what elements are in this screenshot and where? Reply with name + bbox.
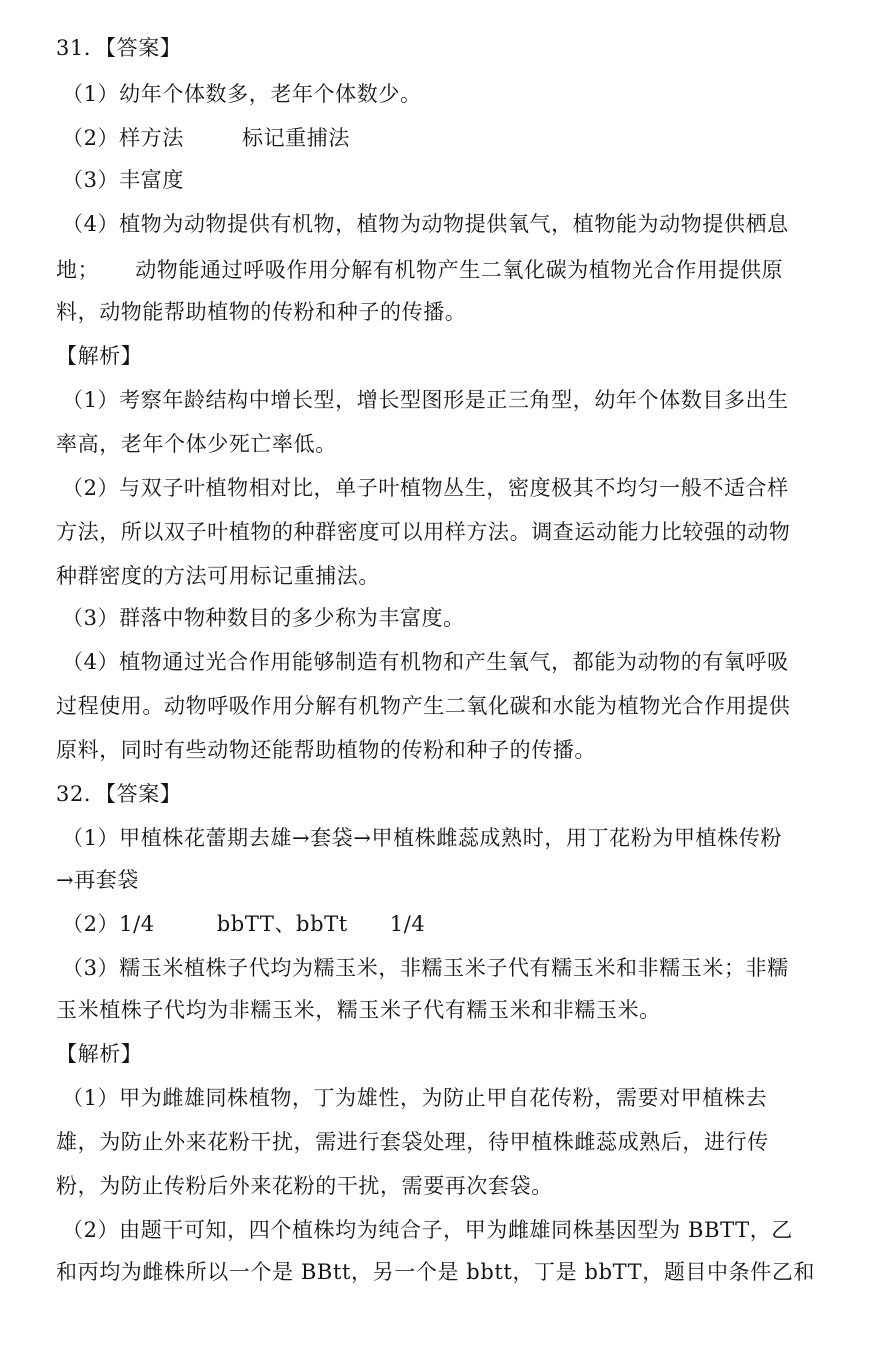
q32-analysis-1-line-3: 粉，为防止传粉后外来花粉的干扰，需要再次套袋。 [56,1174,553,1198]
q31-answer-2-second: 标记重捕法 [241,126,350,150]
q31-analysis-1-line-1: （1）考察年龄结构中增长型，增长型图形是正三角型，幼年个体数目多出生 [62,388,789,412]
q32-answer-3-line-2: 玉米植株子代均为非糯玉米，糯玉米子代有糯玉米和非糯玉米。 [56,998,661,1022]
q31-answer-4-line-2 [56,256,783,284]
q31-answer-3: （3）丰富度 [62,168,184,192]
q32-answer-2 [62,910,425,938]
q31-answer-2 [62,124,350,152]
q31-analysis-2-line-2: 方法，所以双子叶植物的种群密度可以用样方法。调查运动能力比较强的动物 [56,520,791,544]
q31-analysis-4-line-1: （4）植物通过光合作用能够制造有机物和产生氧气，都能为动物的有氧呼吸 [62,650,789,674]
q31-analysis-2-line-3: 种群密度的方法可用标记重捕法。 [56,564,380,588]
q31-analysis-4-line-3: 原料，同时有些动物还能帮助植物的传粉和种子的传播。 [56,738,596,762]
q31-answer-4-line-2a: 地； [56,258,100,282]
q32-analysis-2-line-2: 和丙均为雌株所以一个是 BBtt，另一个是 bbtt，丁是 bbTT，题目中条件乙和 [56,1260,816,1284]
q32-answer-1-line-1: （1）甲植株花蕾期去雄→套袋→甲植株雌蕊成熟时，用丁花粉为甲植株传粉 [62,826,782,850]
q32-answer-1-line-2: →再套袋 [56,868,139,892]
q31-answer-4-line-2b: 动物能通过呼吸作用分解有机物产生二氧化碳为植物光合作用提供原 [135,258,784,282]
q31-analysis-4-line-2: 过程使用。动物呼吸作用分解有机物产生二氧化碳和水能为植物光合作用提供 [56,694,791,718]
q31-analysis-3-line-1: （3）群落中物种数目的多少称为丰富度。 [62,606,465,630]
q32-answer-2-third: 1/4 [389,912,426,936]
q31-analysis-heading: 【解析】 [56,344,143,368]
q31-answer-4-line-3: 料，动物能帮助植物的传粉和种子的传播。 [56,300,467,324]
q32-answer-3-line-1: （3）糯玉米植株子代均为糯玉米，非糯玉米子代有糯玉米和非糯玉米；非糯 [62,956,789,980]
q32-answer-2-label: （2）1/4 [62,912,155,936]
q31-answer-1: （1）幼年个体数多，老年个体数少。 [62,82,422,106]
q31-answer-4-line-1: （4）植物为动物提供有机物，植物为动物提供氧气，植物能为动物提供栖息 [62,212,789,236]
q31-answer-heading: 31．【答案】 [56,36,182,60]
q32-analysis-1-line-2: 雄，为防止外来花粉干扰，需进行套袋处理，待甲植株雌蕊成熟后，进行传 [56,1130,769,1154]
q32-answer-heading: 32．【答案】 [56,782,182,806]
q31-answer-2-label: （2）样方法 [62,126,184,150]
q32-analysis-1-line-1: （1）甲为雌雄同株植物，丁为雄性，为防止甲自花传粉，需要对甲植株去 [62,1086,768,1110]
q31-analysis-1-line-2: 率高，老年个体少死亡率低。 [56,432,337,456]
q32-analysis-2-line-1: （2）由题干可知，四个植株均为纯合子，甲为雌雄同株基因型为 BBTT，乙 [62,1218,793,1242]
q32-analysis-heading: 【解析】 [56,1042,143,1066]
q31-analysis-2-line-1: （2）与双子叶植物相对比，单子叶植物丛生，密度极其不均匀一般不适合样 [62,476,789,500]
q32-answer-2-second: bbTT、bbTt [216,912,348,936]
